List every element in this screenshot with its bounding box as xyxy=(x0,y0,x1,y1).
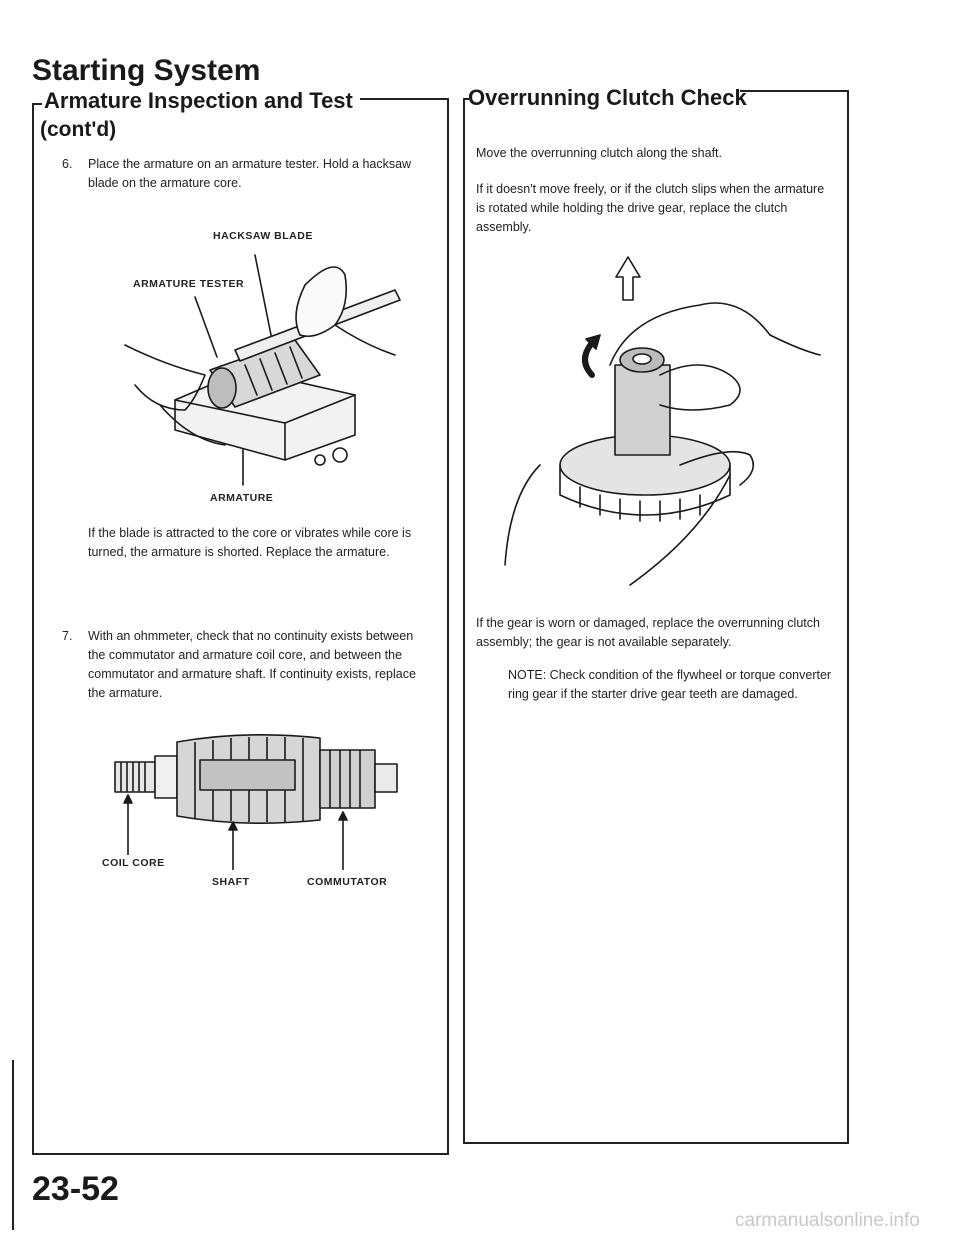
left-panel-right-border xyxy=(447,98,449,1155)
hacksaw-blade-label: HACKSAW BLADE xyxy=(213,230,313,242)
right-panel-left-border xyxy=(463,98,465,1144)
clutch-replace-text: If it doesn't move freely, or if the clutch slips when the armature is rotated while holding the drive gear, replace the clutch assembly. xyxy=(476,182,825,234)
step-6-number: 6. xyxy=(62,157,73,171)
clutch-section-title: Overrunning Clutch Check xyxy=(468,85,747,110)
step-6-text: Place the armature on an armature tester. Hold a hacksaw blade on the armature core. xyxy=(88,157,412,190)
coil-core-label: COIL CORE xyxy=(102,857,165,869)
armature-tester-label: ARMATURE TESTER xyxy=(133,278,245,290)
commutator-label: COMMUTATOR xyxy=(307,876,388,888)
armature-tester-illustration xyxy=(95,245,425,490)
shorted-armature-note: If the blade is attracted to the core or vibrates while core is turned, the armature is shorted. Replace the armature. xyxy=(88,526,412,559)
armature-illustration xyxy=(95,720,425,870)
page-header: Starting System xyxy=(32,54,261,87)
armature-section-subtitle: (cont'd) xyxy=(40,118,117,141)
right-panel-bottom-border xyxy=(463,1142,849,1144)
shaft-label: SHAFT xyxy=(212,876,250,888)
left-panel-top-stub xyxy=(32,103,42,105)
overrunning-clutch-illustration xyxy=(500,255,830,600)
right-panel-right-border xyxy=(847,90,849,1144)
left-panel-top-rule xyxy=(360,98,448,100)
step-7-text: With an ohmmeter, check that no continuity exists between the commutator and armature coil core, and between the commutator and armature shaft. If continuity exists, replace the armature. xyxy=(88,629,416,700)
armature-section-title: Armature Inspection and Test xyxy=(44,88,353,113)
page-left-margin-line xyxy=(12,1060,14,1230)
flywheel-note: NOTE: Check condition of the flywheel or torque converter ring gear if the starter drive gear teeth are damaged. xyxy=(508,668,832,701)
clutch-move-text: Move the overrunning clutch along the shaft. xyxy=(476,146,722,160)
left-panel-left-border xyxy=(32,103,34,1155)
gear-worn-text: If the gear is worn or damaged, replace the overrunning clutch assembly; the gear is not available separately. xyxy=(476,616,820,649)
armature-label: ARMATURE xyxy=(210,492,274,504)
left-panel-bottom-border xyxy=(32,1153,449,1155)
step-7-number: 7. xyxy=(62,629,73,643)
right-panel-top-rule xyxy=(740,90,848,92)
page-number: 23-52 xyxy=(32,1170,119,1208)
watermark: carmanualsonline.info xyxy=(735,1210,920,1231)
